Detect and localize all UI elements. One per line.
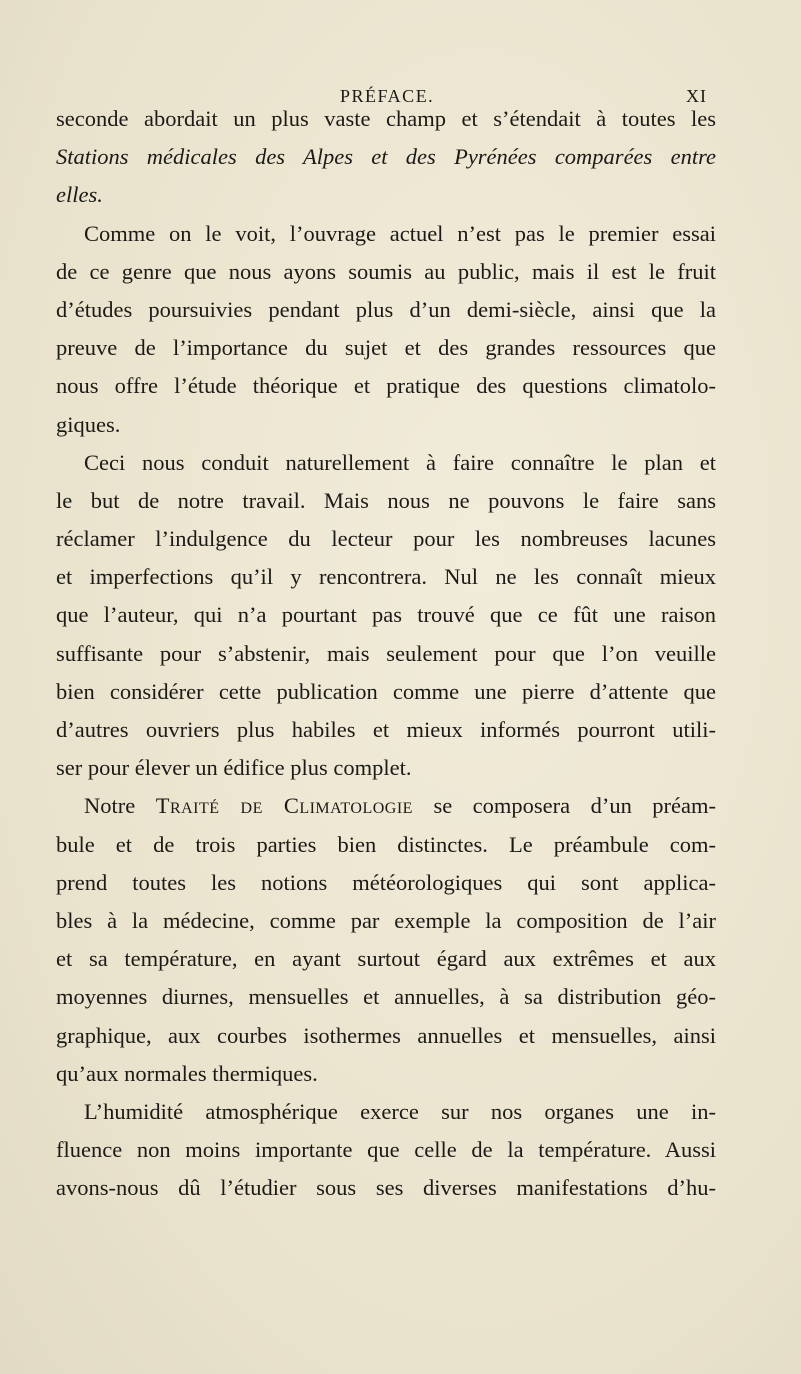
text-line: et sa température, en ayant surtout égard aux extrêmes et aux — [56, 946, 716, 972]
text-line: preuve de l’importance du sujet et des grandes ressources que — [56, 335, 716, 361]
text-line: qu’aux normales thermiques. — [56, 1060, 318, 1086]
text-line: le but de notre travail. Mais nous ne pouvons le faire sans — [56, 487, 716, 513]
text-line: suffisante pour s’abstenir, mais seulement pour que l’on veuille — [56, 640, 716, 666]
paragraph-start: Ceci nous conduit naturellement à faire connaître le plan et — [84, 449, 716, 475]
paragraph-start: L’humidité atmosphérique exerce sur nos organes une in- — [84, 1098, 716, 1124]
text-line-italic: Stations médicales des Alpes et des Pyrénées comparées entre — [56, 144, 716, 170]
text-line: que l’auteur, qui n’a pourtant pas trouvé que ce fût une raison — [56, 602, 716, 628]
text-line: giques. — [56, 411, 121, 437]
book-title-smallcaps: Traité de Climatologie — [155, 793, 413, 819]
text-line: bles à la médecine, comme par exemple la composition de l’air — [56, 907, 716, 933]
text-line: moyennes diurnes, mensuelles et annuelles, à sa distribution géo- — [56, 984, 716, 1010]
body-text — [56, 100, 716, 1207]
text-fragment: Notre — [84, 793, 136, 819]
text-line: d’autres ouvriers plus habiles et mieux informés pourront utili- — [56, 717, 716, 742]
paragraph-start: Comme on le voit, l’ouvrage actuel n’est pas le premier essai — [84, 220, 716, 246]
text-line: réclamer l’indulgence du lecteur pour les nombreuses lacunes — [56, 526, 716, 552]
text-line: bien considérer cette publication comme une pierre d’attente que — [56, 678, 716, 704]
text-line: graphique, aux courbes isothermes annuelles et mensuelles, ainsi — [56, 1022, 716, 1048]
text-line: avons-nous dû l’étudier sous ses diverses manifestations d’hu- — [56, 1175, 716, 1201]
text-line: seconde abordait un plus vaste champ et s’étendait à toutes les — [56, 106, 716, 131]
text-line: nous offre l’étude théorique et pratique des questions climatolo- — [56, 373, 716, 399]
running-title: PRÉFACE. — [340, 86, 435, 106]
text-line: de ce genre que nous ayons soumis au public, mais il est le fruit — [56, 258, 716, 284]
text-line: d’études poursuivies pendant plus d’un demi-siècle, ainsi que la — [56, 296, 716, 322]
text-line: prend toutes les notions météorologiques qui sont applica- — [56, 869, 716, 895]
text-fragment: se composera d’un préam- — [433, 793, 716, 819]
text-line: et imperfections qu’il y rencontrera. Nul ne les connaît mieux — [56, 564, 716, 590]
page-number: XI — [686, 86, 707, 106]
text-line-italic: elles. — [56, 182, 103, 208]
text-line: fluence non moins importante que celle de la température. Aussi — [56, 1137, 716, 1163]
text-line: ser pour élever un édifice plus complet. — [56, 755, 412, 781]
paragraph-start — [56, 787, 716, 825]
text-line: bule et de trois parties bien distinctes. Le préambule com- — [56, 831, 716, 857]
